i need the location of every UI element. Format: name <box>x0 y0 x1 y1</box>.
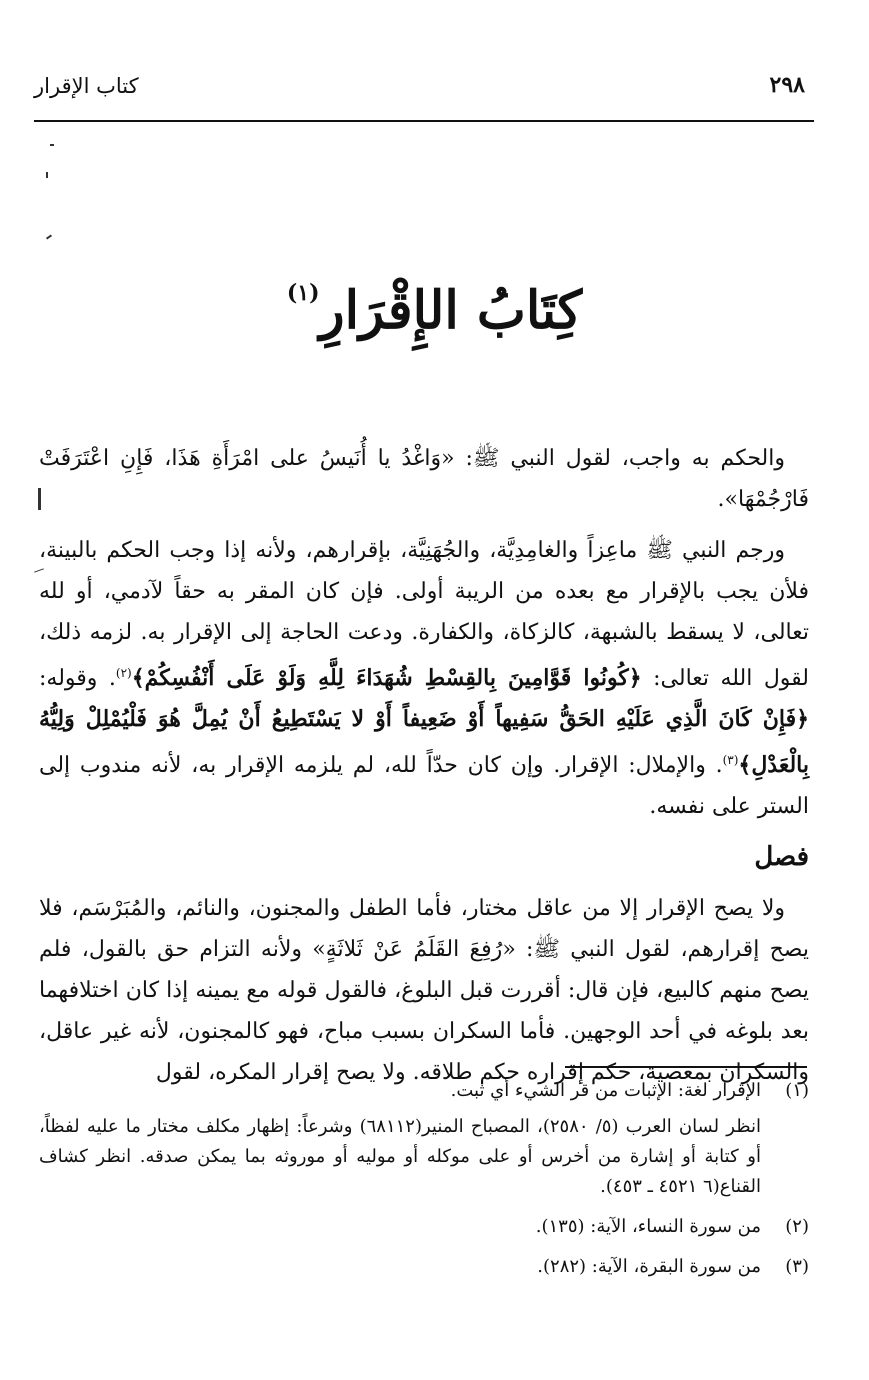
p3-text-a: ولا يصح الإقرار إلا من عاقل مختار، فأما الطفل والمجنون، والنائم، والمُبَرْسَم، فلا يصح إقرارهم، لقول النبي ﷺ: « <box>39 896 809 962</box>
footnote <box>39 1076 809 1208</box>
chapter-title-text: كِتَابُ الإِقْرَارِ <box>319 280 583 341</box>
p2-text-b: . وقوله: <box>39 666 116 691</box>
footnote-ref-3: (٣) <box>722 753 739 767</box>
p3-hadith: رُفِعَ القَلَمُ عَنْ ثَلاثَةٍ <box>325 937 503 962</box>
margin-mark <box>50 144 54 146</box>
footnote-number: (٢) <box>785 1216 809 1237</box>
footnote-body <box>39 1212 761 1248</box>
quran-verse-1: ﴿كُونُوا قَوَّامِينَ بِالقِسْطِ شُهَدَاءَ لِلَّهِ وَلَوْ عَلَى أَنْفُسِكُمْ﴾ <box>131 665 642 691</box>
footnote-line: من سورة البقرة، الآية: (٢٨٢). <box>537 1256 761 1277</box>
p2-text-c: . والإملال: الإقرار. وإن كان حدّاً لله، لم يلزمه الإقرار به، لأنه مندوب إلى الستر على نفسه. <box>39 753 809 819</box>
footnote-number: (١) <box>785 1080 809 1101</box>
running-header-title: كتاب الإقرار <box>34 74 139 98</box>
footnote-line: من سورة النساء، الآية: (١٣٥). <box>535 1216 761 1237</box>
header-rule <box>34 120 814 122</box>
footnote-body <box>39 1076 761 1208</box>
paragraph-2 <box>39 530 809 827</box>
footnote-line: انظر لسان العرب (٥/ ٢٥٨٠)، المصباح المنير(٦٨١١٢) وشرعاً: إظهار مكلف مختار ما عليه لفظاً، أو كتابة أو إشارة من أخرس أو على موكله أو موليه أو موروثه بما يمكن صدقه. انظر كشاف القناع(٦ ٤٥٢١ ـ ٤٥٣). <box>39 1116 761 1197</box>
margin-mark <box>46 172 48 178</box>
quran-verse-2: ﴿فَإِنْ كَانَ الَّذِي عَلَيْهِ الحَقُّ سَفِيهاً أَوْ ضَعِيفاً أَوْ لا يَسْتَطِيعُ أَنْ يُمِلَّ هُوَ فَلْيُمْلِلْ وَلِيُّهُ بِالْعَدْلِ﴾ <box>39 706 809 778</box>
footnote-rule <box>565 1066 807 1068</box>
p2-text-a: ورجم النبي ﷺ ماعِزاً والغامِدِيَّة، والجُهَنِيَّة، بإقرارهم، ولأنه إذا وجب الحكم بالبينة، فلأن يجب بالإقرار مع بعده من الريبة أولى. فإن كان المقر به حقاً لآدمي، أو لله تعالى، لا يسقط بالشبهة، كالزكاة، والكفارة. ودعت الحاجة إلى الإقرار به. لزمه ذلك، لقول الله تعالى: <box>39 538 809 691</box>
footnote-ref-2: (٢) <box>115 666 132 680</box>
footnote <box>39 1212 809 1248</box>
footnote-body <box>39 1252 761 1288</box>
footnotes <box>39 1076 809 1292</box>
footnote-line: الإقرار لغة: الإثبات من قر الشيء أي ثبت. <box>450 1080 761 1101</box>
footnote <box>39 1252 809 1288</box>
paragraph-1 <box>39 438 809 520</box>
chapter-title <box>0 280 869 341</box>
margin-mark <box>46 234 52 239</box>
p1-text-a: والحكم به واجب، لقول النبي ﷺ: « <box>441 446 785 471</box>
p3-text-b: » ولأنه التزام حق بالقول، فلم يصح منهم كالبيع، فإن قال: أقررت قبل البلوغ، فالقول قوله مع يمينه إذا كان اختلافهما بعد بلوغه في أحد الوجهين. فأما السكران بسبب مباح، فهو كالمجنون، لأنه غير عاقل، والسكران بمعصية، حكم إقراره حكم طلاقه. ولا يصح إقرار المكره، لقول <box>39 937 809 1085</box>
section-heading: فصل <box>754 842 809 872</box>
p1-text-b: ». <box>717 487 738 512</box>
page-number: ٢٩٨ <box>769 72 805 98</box>
footnote-number: (٣) <box>785 1256 809 1277</box>
p1-hadith: وَاغْدُ يا أُنَيسُ على امْرَأَةِ هَذَا، فَإِنِ اعْتَرَفَتْ فَارْجُمْهَا <box>39 446 809 512</box>
main-text <box>39 438 809 1103</box>
paragraph-3 <box>39 888 809 1093</box>
chapter-footnote-ref: (١) <box>286 280 320 306</box>
